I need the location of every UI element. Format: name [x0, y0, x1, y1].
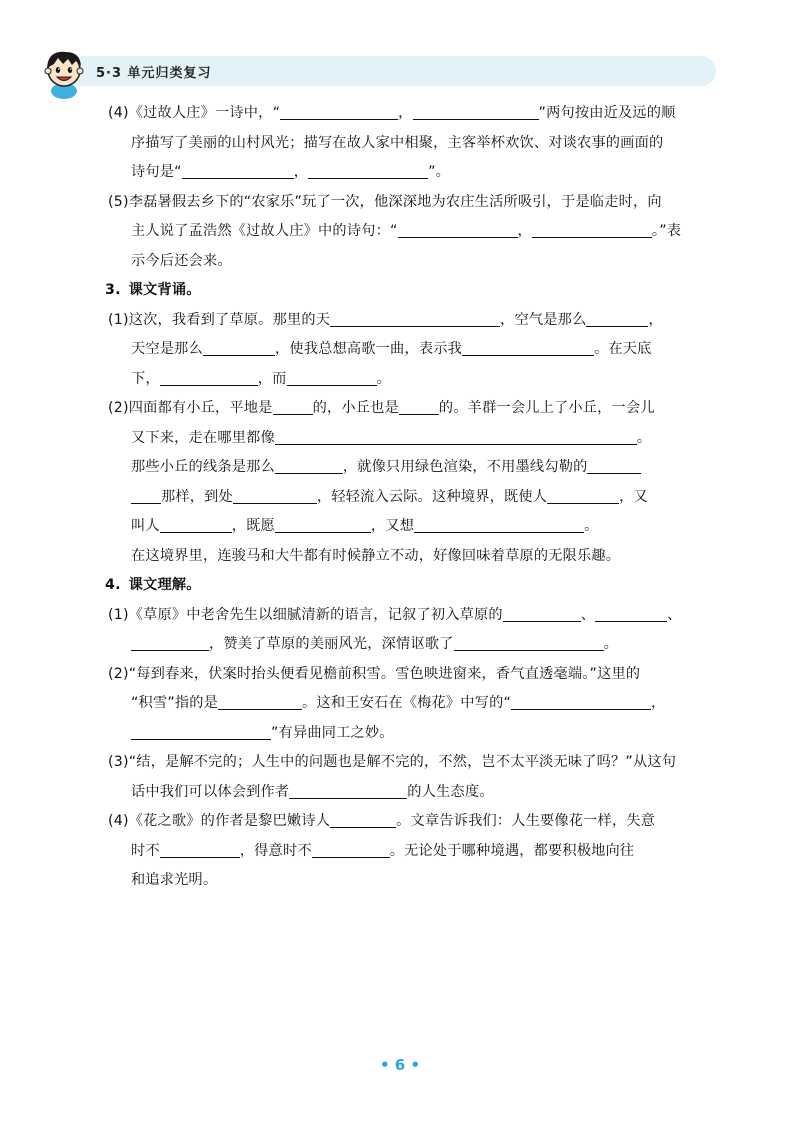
text-line: 那样，到处 ，轻轻流入云际。这种境界，既使人 ，又: [108, 483, 724, 513]
answer-blank[interactable]: [160, 516, 232, 533]
answer-blank[interactable]: [275, 516, 371, 533]
answer-blank[interactable]: [275, 457, 343, 474]
answer-blank[interactable]: [273, 398, 313, 415]
cartoon-boy-icon: [36, 44, 92, 100]
text-line: 序描写了美丽的山村风光；描写在故人家中相聚，主客举杯欢饮、对谈农事的画面的: [131, 134, 664, 151]
answer-blank[interactable]: [203, 339, 275, 356]
answer-blank[interactable]: [160, 369, 258, 386]
answer-blank[interactable]: [131, 723, 271, 740]
answer-blank[interactable]: [595, 605, 667, 622]
worksheet-content: [105, 99, 724, 896]
section-heading: 4. 课文理解。: [105, 577, 201, 593]
text-line: 时不 ，得意时不 。无论处于哪种境遇，都要积极地向往: [131, 842, 635, 859]
text-line: 和追求光明。: [131, 872, 218, 888]
text-line: 那些小丘的线条是那么 ，就像只用绿色渲染，不用墨线勾勒的: [108, 453, 724, 483]
text-line: ”有异曲同工之妙。: [108, 719, 724, 749]
question-item: [108, 394, 724, 571]
section-heading: 3. 课文背诵。: [105, 282, 201, 298]
text-line: 在这境界里，连骏马和大牛都有时候静立不动，好像回味着草原的无限乐趣。: [131, 547, 621, 564]
answer-blank[interactable]: [287, 369, 377, 386]
question-item: [108, 99, 724, 188]
text-line: 下， ，而 。: [131, 370, 391, 387]
answer-blank[interactable]: [398, 221, 518, 238]
text-line: (2)四面都有小丘，平地是 的，小丘也是 的。羊群一会儿上了小丘，一会儿: [108, 400, 655, 416]
answer-blank[interactable]: [454, 634, 604, 651]
page-number: • 6 •: [379, 1056, 421, 1074]
answer-blank[interactable]: [547, 487, 619, 504]
text-line: (2)“每到春来，伏案时抬头便看见檐前积雪。雪色映进窗来，香气直透毫端。”这里的: [108, 665, 641, 682]
text-line: 话中我们可以体会到作者 的人生态度。: [131, 783, 494, 800]
text-line: 又下来，走在哪里都像 。: [131, 429, 652, 446]
answer-blank[interactable]: [330, 811, 396, 828]
answer-blank[interactable]: [131, 634, 209, 651]
question-item: [108, 306, 724, 395]
text-line: 天空是那么 ，使我总想高歌一曲，表示我 。在天底: [131, 341, 652, 357]
answer-blank[interactable]: [587, 457, 641, 474]
answer-blank[interactable]: [330, 310, 500, 327]
answer-blank[interactable]: [503, 605, 581, 622]
question-item: [108, 601, 724, 660]
text-line: (4)《花之歌》的作者是黎巴嫩诗人 。文章告诉我们：人生要像花一样，失意: [108, 813, 656, 829]
answer-blank[interactable]: [280, 103, 398, 120]
text-line: (5)李磊暑假去乡下的“农家乐”玩了一次，他深深地为农庄生活所吸引，于是临走时，向: [108, 193, 662, 210]
answer-blank[interactable]: [414, 516, 584, 533]
text-line: 诗句是“ ， ”。: [131, 164, 451, 180]
answer-blank[interactable]: [233, 487, 317, 504]
text-line: ，赞美了草原的美丽风光，深情讴歌了 。: [108, 630, 724, 660]
answer-blank[interactable]: [511, 693, 651, 710]
question-item: [108, 807, 724, 896]
answer-blank[interactable]: [218, 693, 302, 710]
text-line: (1)这次，我看到了草原。那里的天 ，空气是那么 ，: [108, 311, 663, 328]
text-line: (1)《草原》中老舍先生以细腻清新的语言，记叙了初入草原的 、 、: [108, 606, 682, 623]
header-title: 5·3 单元归类复习: [96, 66, 212, 81]
answer-blank[interactable]: [289, 782, 407, 799]
answer-blank[interactable]: [308, 162, 428, 179]
question-item: [108, 748, 724, 807]
answer-blank[interactable]: [413, 103, 539, 120]
answer-blank[interactable]: [462, 339, 594, 356]
question-item: [108, 188, 724, 277]
text-line: “积雪”指的是 。这和王安石在《梅花》中写的“ ，: [131, 695, 666, 711]
answer-blank[interactable]: [532, 221, 652, 238]
answer-blank[interactable]: [182, 162, 294, 179]
text-line: 主人说了孟浩然《过故人庄》中的诗句：“ ， 。”表: [131, 223, 682, 239]
answer-blank[interactable]: [312, 841, 390, 858]
text-line: 叫人 ，既愿 ，又想 。: [131, 518, 599, 534]
question-item: [108, 660, 724, 749]
text-line: (3)“结，是解不完的；人生中的问题也是解不完的，不然，岂不太平淡无味了吗？”从这句: [108, 754, 677, 770]
answer-blank[interactable]: [160, 841, 240, 858]
text-line: (4)《过故人庄》一诗中，“ ， ”两句按由近及远的顺: [108, 105, 676, 121]
answer-blank[interactable]: [399, 398, 439, 415]
answer-blank[interactable]: [586, 310, 648, 327]
text-line: 示今后还会来。: [131, 252, 232, 269]
answer-blank[interactable]: [275, 428, 637, 445]
answer-blank[interactable]: [131, 487, 161, 504]
